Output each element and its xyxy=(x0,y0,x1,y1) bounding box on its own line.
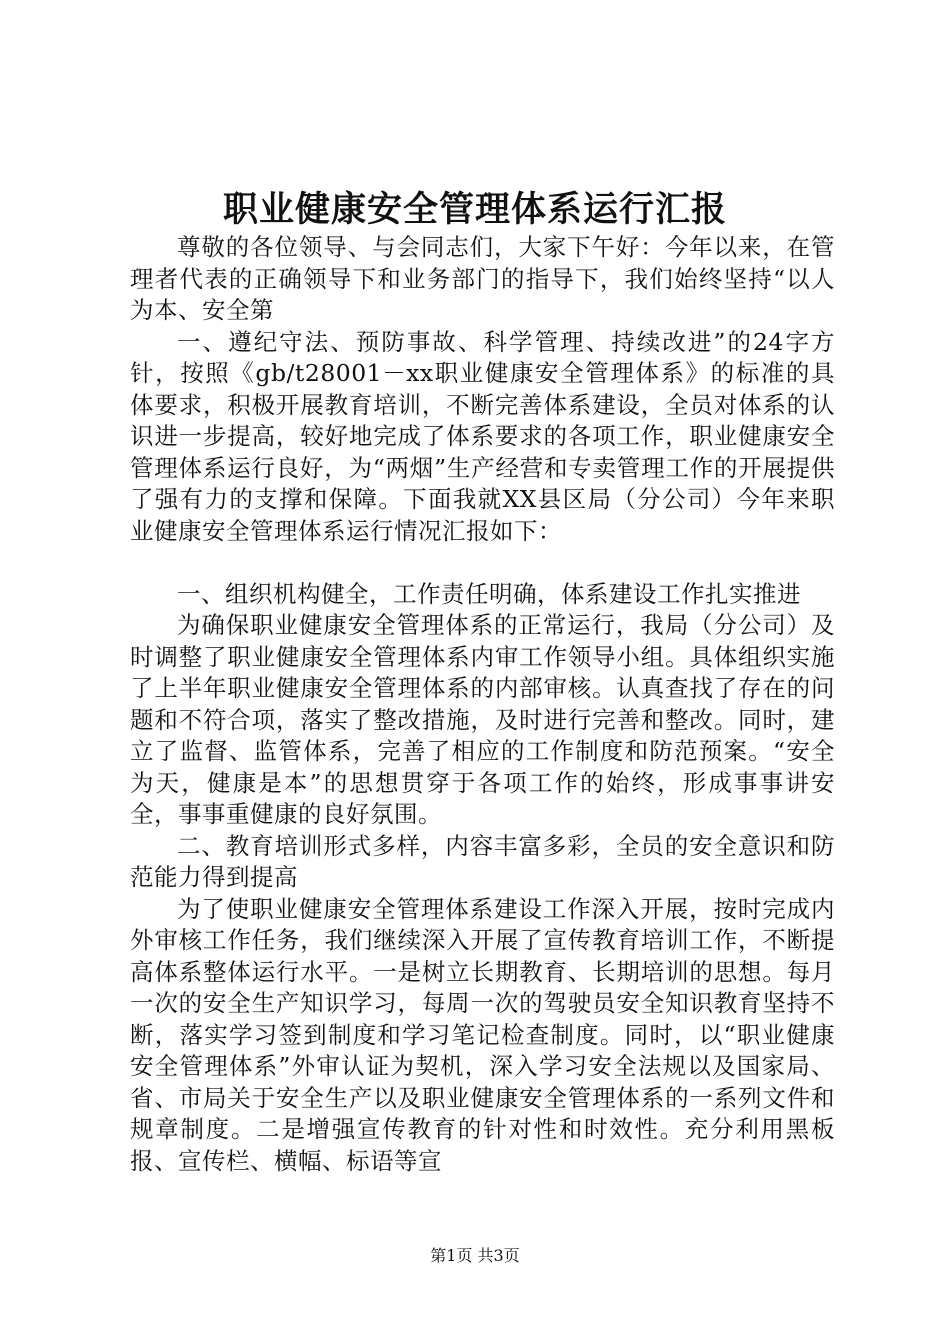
paragraph-section-1: 为确保职业健康安全管理体系的正常运行，我局（分公司）及时调整了职业健康安全管理体系内审工作领导小组。具体组织实施了上半年职业健康安全管理体系的内部审核。认真查找了存在的问题和不符合项，落实了整改措施，及时进行完善和整改。同时，建立了监督、监管体系，完善了相应的工作制度和防范预案。“安全为天，健康是本”的思想贯穿于各项工作的始终，形成事事讲安全，事事重健康的良好氛围。 xyxy=(130,611,835,828)
section-heading-1: 一、组织机构健全，工作责任明确，体系建设工作扎实推进 xyxy=(177,579,801,608)
section-heading-2: 二、教育培训形式多样，内容丰富多彩，全员的安全意识和防范能力得到提高 xyxy=(130,831,835,891)
document-body xyxy=(130,232,835,1177)
document-title: 职业健康安全管理体系运行汇报 xyxy=(222,189,727,230)
page-footer: 第1页 共3页 xyxy=(430,1246,520,1265)
paragraph-greeting: 尊敬的各位领导、与会同志们，大家下午好：今年以来，在管理者代表的正确领导下和业务部门的指导下，我们始终坚持“以人为本、安全第 xyxy=(130,233,835,324)
paragraph-policy: 一、遵纪守法、预防事故、科学管理、持续改进”的24字方针，按照《gb/t28001－xx职业健康安全管理体系》的标准的具体要求，积极开展教育培训，不断完善体系建设，全员对体系的认识进一步提高，较好地完成了体系要求的各项工作，职业健康安全管理体系运行良好，为“两烟”生产经营和专卖管理工作的开展提供了强有力的支撑和保障。下面我就XX县区局（分公司）今年来职业健康安全管理体系运行情况汇报如下： xyxy=(130,327,835,545)
paragraph-section-2: 为了使职业健康安全管理体系建设工作深入开展，按时完成内外审核工作任务，我们继续深入开展了宣传教育培训工作，不断提高体系整体运行水平。一是树立长期教育、长期培训的思想。每月一次的安全生产知识学习，每周一次的驾驶员安全知识教育坚持不断，落实学习签到制度和学习笔记检查制度。同时，以“职业健康安全管理体系”外审认证为契机，深入学习安全法规以及国家局、省、市局关于安全生产以及职业健康安全管理体系的一系列文件和规章制度。二是增强宣传教育的针对性和时效性。充分利用黑板报、宣传栏、横幅、标语等宣 xyxy=(130,894,835,1175)
